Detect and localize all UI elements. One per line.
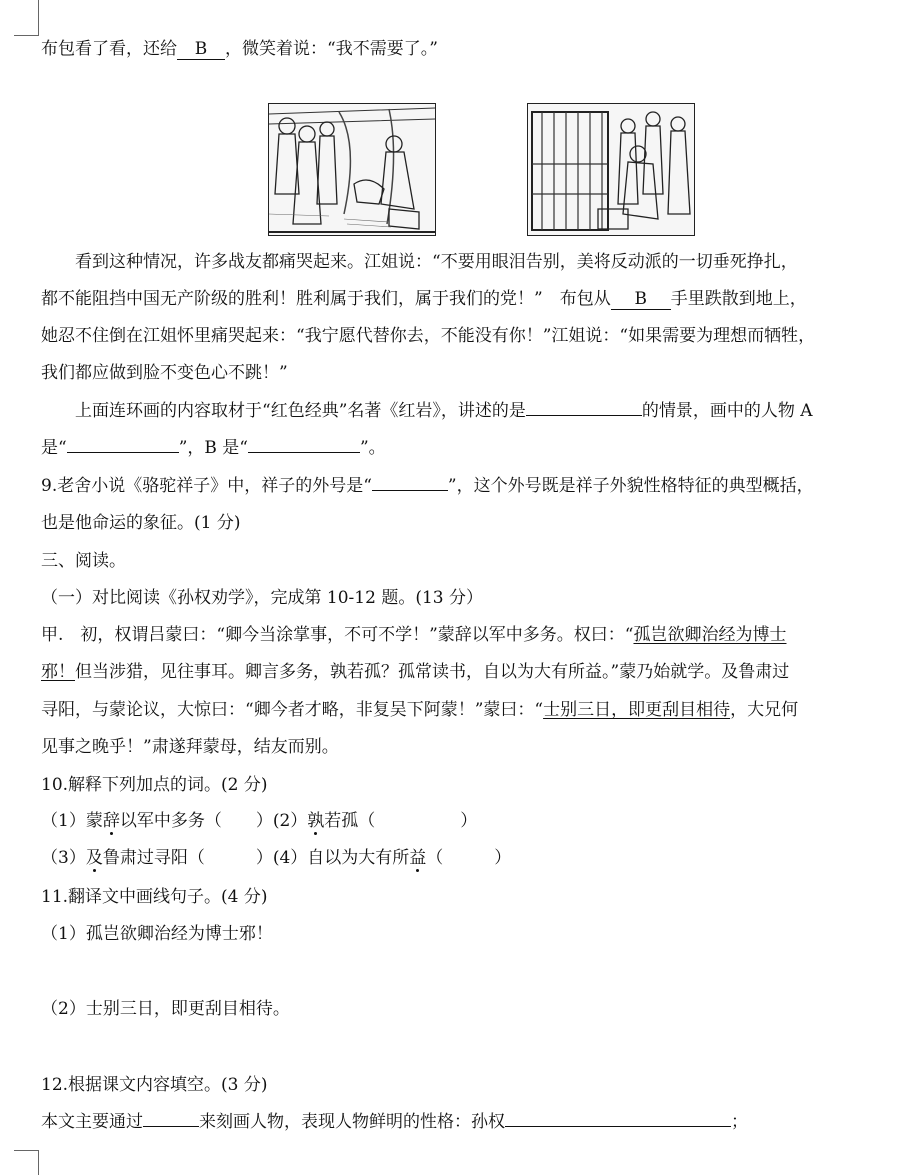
comic-panel-prison-cell-illustration [528, 104, 694, 235]
underlined-sentence: 士别三日，即更刮目相待 [543, 700, 731, 720]
question-11-item: （2）士别三日，即更刮目相待。 [41, 999, 290, 1019]
answer-blank [143, 1126, 199, 1127]
answer-blank [67, 452, 179, 453]
question-10: 10.解释下列加点的词。(2 分) [41, 775, 268, 795]
question-11-item: （1）孤岂欲卿治经为博士邪！ [41, 924, 273, 944]
passage-line: 甲. 初，权谓吕蒙曰：“卿今当涂掌事，不可不学！”蒙辞以军中多务。权曰：“孤岂欲卿治经为博士 [41, 625, 787, 645]
text-line: 她忍不住倒在江姐怀里痛哭起来：“我宁愿代替你去，不能没有你！”江姐说：“如果需要为理想而牺牲， [41, 326, 816, 346]
dotted-word: 孰 [307, 811, 325, 831]
answer-blank [526, 415, 642, 416]
page-corner-mark [14, 1150, 38, 1151]
answer-blank [248, 452, 360, 453]
page-corner-mark [14, 35, 38, 36]
answer-blank [372, 490, 448, 491]
text-line: 是“ ”，B 是“ ”。 [41, 438, 386, 458]
section-heading: 三、阅读。 [41, 551, 126, 571]
answer-blank: B [177, 39, 225, 60]
page-corner-mark [38, 1150, 39, 1175]
dotted-word: 及 [85, 848, 103, 868]
text-line: 都不能阻挡中国无产阶级的胜利！胜利属于我们，属于我们的党！” 布包从 B 手里跌散到地上， [41, 289, 807, 309]
question-12-item: 本文主要通过 来刻画人物，表现人物鲜明的性格：孙权 ； [41, 1112, 748, 1132]
text-line: 上面连环画的内容取材于“红色经典”名著《红岩》，讲述的是 的情景，画中的人物 A [75, 401, 813, 421]
text-line: 布包看了看，还给 B ，微笑着说：“我不需要了。” [41, 39, 438, 59]
answer-blank [505, 1126, 731, 1127]
question-9: 9.老舍小说《骆驼祥子》中，祥子的外号是“ ”，这个外号既是祥子外貌性格特征的典型概括， [41, 476, 814, 496]
passage-line: 寻阳，与蒙论议，大惊曰：“卿今者才略，非复吴下阿蒙！”蒙曰：“士别三日，即更刮目相待，大兄何 [41, 700, 799, 720]
comic-panel-right-image [527, 103, 695, 236]
passage-line: 见事之晚乎！”肃遂拜蒙母，结友而别。 [41, 737, 339, 757]
subsection-heading: （一）对比阅读《孙权劝学》，完成第 10-12 题。(13 分） [41, 588, 483, 608]
underlined-sentence: 邪！ [41, 662, 75, 682]
page-corner-mark [38, 0, 39, 36]
underlined-sentence: 孤岂欲卿治经为博士 [633, 625, 787, 645]
question-10-items: （1）蒙辞以军中多务（ ）(2）孰若孤（ ） [41, 811, 478, 831]
question-12: 12.根据课文内容填空。(3 分) [41, 1075, 268, 1095]
text-line: 也是他命运的象征。(1 分) [41, 513, 241, 533]
dotted-word: 益 [409, 848, 427, 868]
comic-panel-left-image [268, 103, 436, 236]
dotted-word: 辞 [102, 811, 120, 831]
comic-panel-farewell-illustration [269, 104, 435, 235]
question-10-items: （3）及鲁肃过寻阳（ ）(4）自以为大有所益（ ） [41, 848, 512, 868]
question-11: 11.翻译文中画线句子。(4 分) [41, 887, 268, 907]
answer-blank: B [611, 289, 671, 310]
text-line: 我们都应做到脸不变色心不跳！” [41, 363, 288, 383]
passage-line: 邪！但当涉猎，见往事耳。卿言多务，孰若孤？孤常读书，自以为大有所益。”蒙乃始就学。及鲁肃过 [41, 662, 790, 682]
text-line: 看到这种情况，许多战友都痛哭起来。江姐说：“不要用眼泪告别，美将反动派的一切垂死挣扎， [75, 252, 798, 272]
